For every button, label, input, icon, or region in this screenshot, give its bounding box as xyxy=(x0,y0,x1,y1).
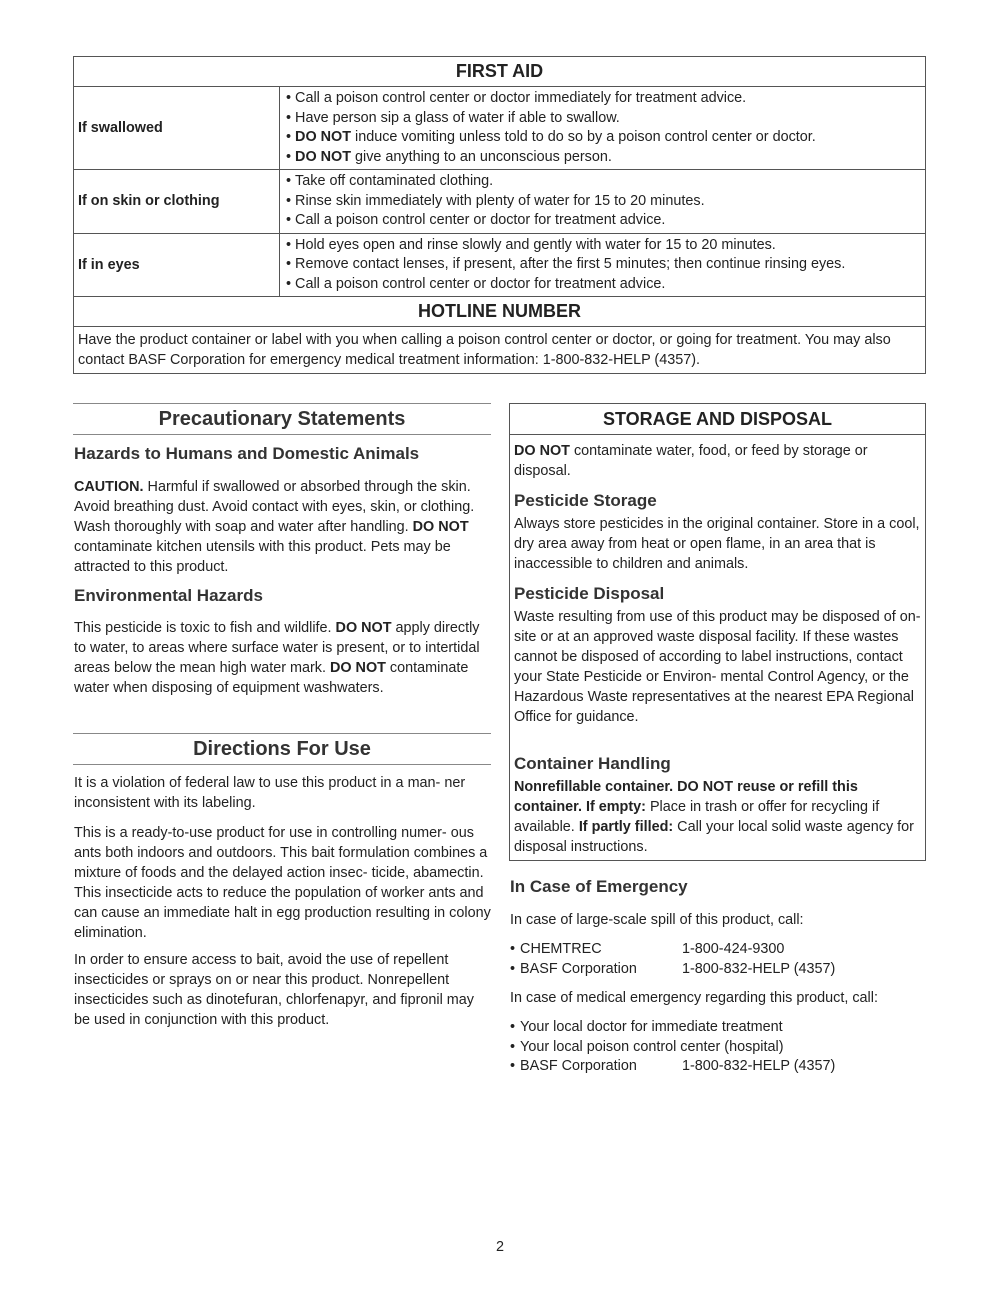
list-item: • Call a poison control center or doctor for treatment advice. xyxy=(286,211,919,231)
container-handling-heading: Container Handling xyxy=(514,754,671,773)
precautionary-title: Precautionary Statements xyxy=(73,403,491,435)
directions-paragraph-3: In order to ensure access to bait, avoid the use of repellent insecticides or sprays on or near this product. Nonrepellent insecticides such as dinotefuran, chlorfenapyr, and fipronil may be used in conjunction with this product. xyxy=(74,952,474,1028)
list-item: • DO NOT give anything to an unconscious person. xyxy=(286,148,919,168)
list-item: • Call a poison control center or doctor immediately for treatment advice. xyxy=(286,89,919,109)
pesticide-disposal-text: Waste resulting from use of this product may be disposed of on-site or at an approved waste disposal facility. If these wastes cannot be disposed of according to label instructions, contact your State Pesticide or Environ- mental Control Agency, or the Hazardous Waste representatives at the nearest EPA Regional Office for guidance. xyxy=(514,609,921,725)
medical-text: In case of medical emergency regarding this product, call: xyxy=(510,990,878,1006)
table-row xyxy=(74,170,926,234)
first-aid-table xyxy=(73,56,926,374)
pesticide-storage-heading: Pesticide Storage xyxy=(514,491,657,510)
list-item: • Call a poison control center or doctor for treatment advice. xyxy=(286,275,919,295)
spill-text: In case of large-scale spill of this product, call: xyxy=(510,912,804,928)
list-item: • BASF Corporation 1-800-832-HELP (4357) xyxy=(510,959,637,979)
storage-title: STORAGE AND DISPOSAL xyxy=(510,404,925,435)
list-item: • CHEMTREC 1-800-424-9300 xyxy=(510,939,602,959)
row-label: If in eyes xyxy=(74,233,280,297)
hotline-title: HOTLINE NUMBER xyxy=(74,297,926,327)
pesticide-disposal-heading: Pesticide Disposal xyxy=(514,584,665,603)
caution-paragraph: CAUTION. Harmful if swallowed or absorbed through the skin. Avoid breathing dust. Avoid contact with eyes, skin, or clothing. Wash thoroughly with soap and water after handling. DO NOT contaminate kitchen utensils with this product. Pets may be attracted to this product. xyxy=(74,479,475,575)
directions-title: Directions For Use xyxy=(73,733,491,765)
list-item: • Rinse skin immediately with plenty of water for 15 to 20 minutes. xyxy=(286,192,919,212)
hotline-text: Have the product container or label with you when calling a poison control center or doctor, or going for treatment. You may also contact BASF Corporation for emergency medical treatment information: 1-800-832-HELP (4357). xyxy=(74,327,926,374)
table-row xyxy=(74,233,926,297)
list-item: • Have person sip a glass of water if able to swallow. xyxy=(286,109,919,129)
row-label: If on skin or clothing xyxy=(74,170,280,234)
list-item: • Hold eyes open and rinse slowly and gently with water for 15 to 20 minutes. xyxy=(286,236,919,256)
first-aid-title: FIRST AID xyxy=(74,57,926,87)
list-item: • Your local poison control center (hospital) xyxy=(510,1037,784,1057)
page-number: 2 xyxy=(495,1239,504,1255)
container-handling-text: Nonrefillable container. DO NOT reuse or refill this container. If empty: Place in trash or offer for recycling if available. If partly filled: Call your local solid waste agency for disposal instructions. xyxy=(514,779,914,855)
list-item: • BASF Corporation 1-800-832-HELP (4357) xyxy=(510,1056,637,1076)
row-label: If swallowed xyxy=(74,87,280,170)
list-item: • Take off contaminated clothing. xyxy=(286,172,919,192)
list-item: • Remove contact lenses, if present, after the first 5 minutes; then continue rinsing eyes. xyxy=(286,255,919,275)
directions-paragraph-2: This is a ready-to-use product for use in controlling numer- ous ants both indoors and outdoors. This bait formulation combines a mixture of foods and the delayed action insec- ticide, abamectin. This insecticide acts to reduce the population of worker ants and can cause an immediate halt in egg production resulting in colony elimination. xyxy=(74,825,491,941)
directions-paragraph-1: It is a violation of federal law to use this product in a man- ner inconsistent with its labeling. xyxy=(74,775,466,811)
storage-intro: DO NOT contaminate water, food, or feed by storage or disposal. xyxy=(514,443,868,479)
list-item: • Your local doctor for immediate treatment xyxy=(510,1017,783,1037)
pesticide-storage-text: Always store pesticides in the original container. Store in a cool, dry area away from heat or open flame, in an area that is inaccessible to children and animals. xyxy=(514,516,920,572)
emergency-heading: In Case of Emergency xyxy=(510,877,688,896)
hazards-heading: Hazards to Humans and Domestic Animals xyxy=(74,444,420,463)
table-row xyxy=(74,87,926,170)
environmental-heading: Environmental Hazards xyxy=(74,586,263,605)
list-item: • DO NOT induce vomiting unless told to do so by a poison control center or doctor. xyxy=(286,128,919,148)
environmental-paragraph: This pesticide is toxic to fish and wildlife. DO NOT apply directly to water, to areas where surface water is present, or to intertidal areas below the mean high water mark. DO NOT contaminate water when disposing of equipment washwaters. xyxy=(74,620,480,696)
